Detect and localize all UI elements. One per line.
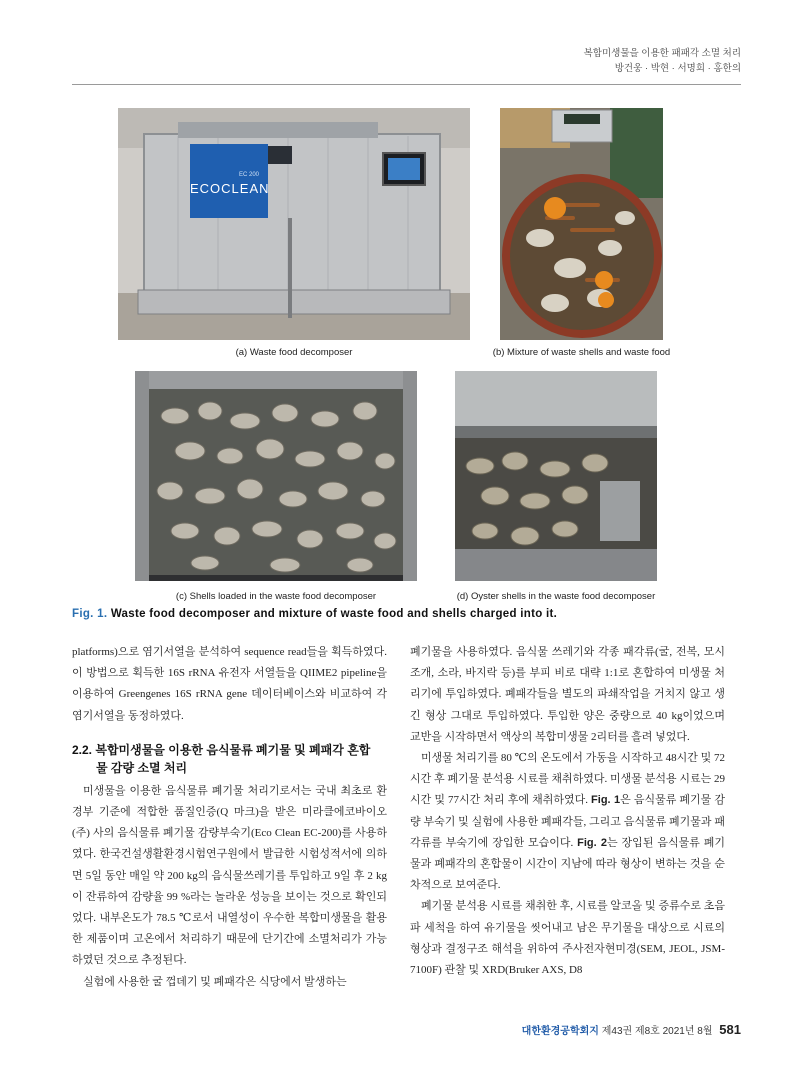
page-number: 581: [719, 1022, 741, 1037]
left-paragraph-3: 실험에 사용한 굴 껍데기 및 폐패각은 식당에서 발생하는: [83, 975, 347, 988]
right-paragraph-2-part-b: 은 음식물류 폐기물 감량 부숙기 및 실험에 사용한 폐패각들, 그리고 음식물류 폐기물과 패각류를 부숙기에 장입한 모습이다.: [410, 794, 726, 849]
running-header: [584, 46, 741, 76]
running-header-title: 복합미생물을 이용한 패패각 소멸 처리: [583, 48, 741, 59]
running-header-authors: 방건웅 · 박현 · 서명희 · 홍한의: [614, 63, 741, 74]
photo-oyster-shells-decomposer: [455, 371, 657, 581]
decomposer-model-text: EC 200: [238, 172, 259, 178]
right-paragraph-2-part-a: 미생물 처리기를 80 ℃의 온도에서 가동을 시작하고 48시간 및 72시간 후 폐기물 분석용 시료를 채취하였다. 미생물 분석용 시료는 29시간 및 77시간 처리 후에 채취하였다.: [410, 752, 725, 807]
shells-loaded-illustration: [135, 371, 417, 581]
left-paragraph-2: 미생물을 이용한 음식물류 폐기물 처리기로서는 국내 최초로 환경부 기준에 적합한 품질인증(Q 마크)을 받은 미라클에코바이오(주) 사의 음식물류 폐기물 감량부숙기(Eco Clean EC-200)를 사용하였다. 한국건설생활환경시험연구원에서 발급한 시험성적서에 의하면 5일 동안 매일 약 200 kg의 음식물쓰레기를 투입하고 9일 후 2 kg이 잔류하여 감량율 99 %라는 놀라운 성능을 보이는 것으로 확인되었다. 내부온도가 78.5 ℃로서 내열성이 우수한 복합미생물을 활용한 제품이며 고온에서 처리하기 때문에 단기간에 소멸처리가 가능하였던 것으로 추정된다.: [72, 784, 387, 967]
figure-label: Fig. 1.: [72, 608, 108, 620]
figure-2-reference-link[interactable]: Fig. 2: [577, 836, 608, 849]
caption-panel-a: (a) Waste food decomposer: [235, 347, 353, 358]
caption-panel-c: (c) Shells loaded in the waste food decomposer: [175, 591, 377, 602]
photo-waste-food-decomposer: [118, 108, 470, 340]
section-heading-line-2: 물 감량 소멸 처리: [96, 760, 188, 775]
mixture-illustration: [500, 108, 663, 340]
oyster-shells-illustration: [455, 371, 657, 581]
header-rule: [72, 84, 741, 85]
caption-panel-d: (d) Oyster shells in the waste food decomposer: [456, 591, 656, 602]
caption-panel-b: (b) Mixture of waste shells and waste food: [492, 347, 671, 358]
figure-caption: [72, 608, 557, 620]
figure-caption-text: Waste food decomposer and mixture of waste food and shells charged into it.: [110, 608, 558, 620]
journal-name: 대한환경공학회지: [521, 1026, 599, 1037]
right-paragraph-1: 폐기물을 사용하였다. 음식물 쓰레기와 각종 패각류(굴, 전복, 모시조개, 소라, 바지락 등)를 부피 비로 대략 1:1로 혼합하여 미생물 처리기에 투입하였다. 폐패각들을 별도의 파쇄작업을 거치지 않고 생긴 형상 그대로 투입하였다. 투입한 양은 중량으로 40 kg이었으며 교반을 시작하면서 액상의 복합미생물 2리터를 흘려 넣었다.: [410, 646, 725, 743]
decomposer-brand-text: ECOCLEAN: [190, 181, 270, 196]
photo-shells-loaded: [135, 371, 417, 581]
left-paragraph-1: platforms)으로 염기서열을 분석하여 sequence read들을 획득하였다. 이 방법으로 획득한 16S rRNA 유전자 서열들을 QIIME2 pipeline을 이용하여 Greengenes 16S rRNA gene 데이터베이스와 비교하여 각 염기서열을 동정하였다.: [72, 646, 387, 722]
journal-issue: 제43권 제8호 2021년 8월: [601, 1026, 713, 1037]
right-paragraph-3: 폐기물 분석용 시료를 채취한 후, 시료를 알코올 및 증류수로 초음파 세척을 하여 유기물을 씻어내고 남은 무기물을 대상으로 시료의 형상과 결정구조 해석을 위하여 주사전자현미경(SEM, JEOL, JSM-7100F) 관찰 및 XRD(Bruker AXS, D8: [410, 900, 725, 977]
photo-mixture-shells-food: [500, 108, 663, 340]
left-column: [72, 642, 387, 993]
decomposer-illustration: [118, 108, 470, 340]
section-heading-line-1: 2.2. 복합미생물을 이용한 음식물류 폐기물 및 폐패각 혼합: [72, 742, 371, 757]
right-paragraph-2: [410, 748, 725, 896]
page-footer: [522, 1022, 741, 1037]
section-heading: [72, 741, 387, 777]
right-column: [410, 642, 725, 981]
figure-1-reference-link[interactable]: Fig. 1: [591, 794, 621, 807]
right-paragraph-2-part-c: 는 장입된 음식물류 폐기물과 폐패각의 혼합물이 시간이 지남에 따라 형상이 변하는 것을 순차적으로 보여준다.: [410, 836, 726, 892]
